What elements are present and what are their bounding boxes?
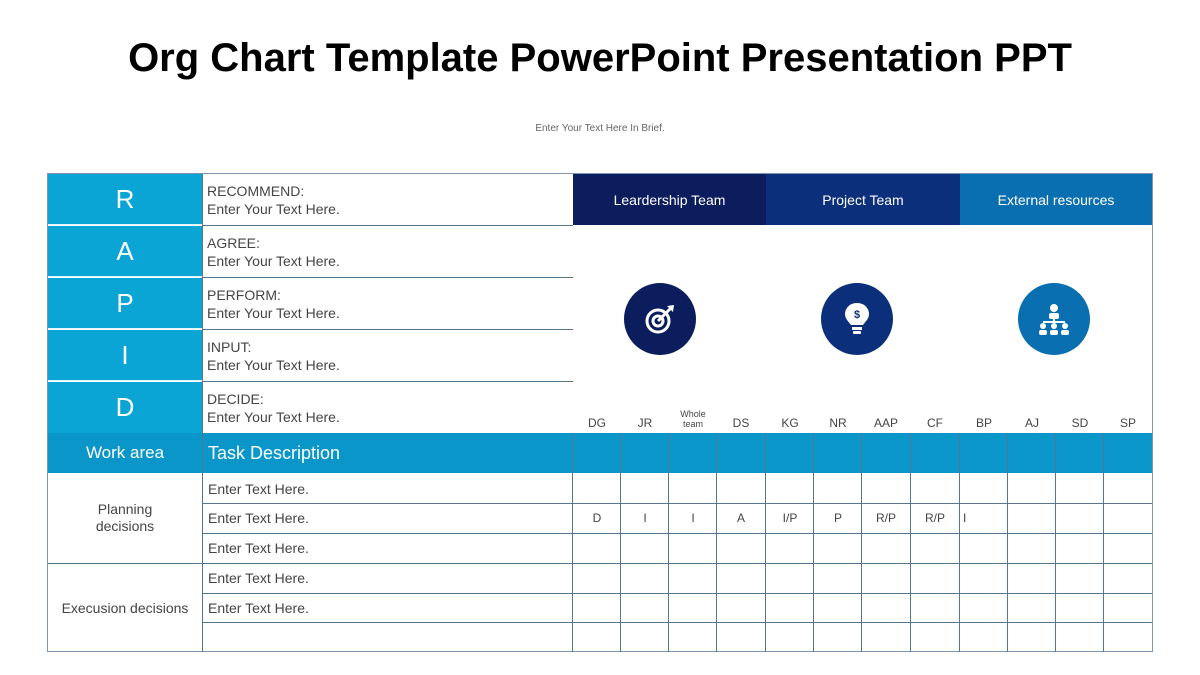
org-hierarchy-icon <box>1018 283 1090 355</box>
rapid-letter-r: R <box>48 174 202 225</box>
assignment-cell[interactable]: R/P <box>924 511 945 525</box>
rapid-row-decide <box>202 382 573 433</box>
assignment-cell[interactable] <box>1056 503 1104 533</box>
grid-line <box>620 433 621 652</box>
column-code: AAP <box>873 416 898 430</box>
grid-line <box>813 433 814 652</box>
rapid-text[interactable]: Enter Your Text Here. <box>207 253 340 269</box>
grid-line <box>202 503 1152 504</box>
column-code: NR <box>829 416 847 430</box>
rapid-text[interactable]: Enter Your Text Here. <box>207 409 340 425</box>
grid-line <box>716 433 717 652</box>
grid-line <box>202 622 1152 623</box>
rapid-label: RECOMMEND: <box>207 183 305 199</box>
grid-line <box>861 433 862 652</box>
assignment-cell[interactable]: I <box>643 511 647 525</box>
rapid-label: PERFORM: <box>207 287 281 303</box>
assignment-cell[interactable] <box>1104 503 1152 533</box>
rapid-text[interactable]: Enter Your Text Here. <box>207 305 340 321</box>
rapid-row-input <box>202 330 573 382</box>
rapid-text[interactable]: Enter Your Text Here. <box>207 357 340 373</box>
assignment-cell[interactable]: P <box>833 511 842 525</box>
grid-line <box>668 433 669 652</box>
column-code: DG <box>588 416 606 430</box>
assignment-cell[interactable]: I <box>963 511 967 525</box>
task-cell[interactable]: Enter Text Here. <box>208 600 309 616</box>
column-code: SD <box>1071 416 1089 430</box>
assignment-cell[interactable]: I/P <box>782 511 798 525</box>
work-area-planning: Planning decisions <box>95 501 155 534</box>
column-code: AJ <box>1024 416 1039 430</box>
column-code: JR <box>637 416 653 430</box>
rapid-row-recommend <box>202 174 573 226</box>
column-code: BP <box>975 416 992 430</box>
work-area-header: Work area <box>48 433 202 473</box>
assignment-cell[interactable]: R/P <box>875 511 896 525</box>
rapid-letter-p: P <box>48 278 202 329</box>
rapid-row-agree <box>202 226 573 278</box>
grid-line <box>959 433 960 652</box>
assignment-cell[interactable] <box>1008 503 1056 533</box>
rapid-label: INPUT: <box>207 339 252 355</box>
column-code: Whole team <box>680 409 706 429</box>
rapid-letter-d: D <box>48 382 202 433</box>
task-description-header: Task Description <box>202 433 1152 473</box>
lightbulb-icon <box>821 283 893 355</box>
assignment-cell[interactable]: A <box>736 511 745 525</box>
assignment-cell[interactable]: I <box>691 511 695 525</box>
grid-line <box>1103 433 1104 652</box>
target-icon <box>624 283 696 355</box>
column-code: CF <box>927 416 943 430</box>
work-area-execution: Execusion decisions <box>61 600 189 616</box>
rapid-label: AGREE: <box>207 235 260 251</box>
task-cell[interactable]: Enter Text Here. <box>208 481 309 497</box>
task-cell[interactable]: Enter Text Here. <box>208 570 309 586</box>
grid-line <box>202 533 1152 534</box>
team-header-project: Project Team <box>766 174 960 225</box>
grid-line <box>1055 433 1056 652</box>
team-header-leadership: Leardership Team <box>573 174 766 225</box>
svg-text:$: $ <box>853 309 861 321</box>
grid-line <box>910 433 911 652</box>
team-header-external: External resources <box>960 174 1152 225</box>
page-title: Org Chart Template PowerPoint Presentation PPT <box>128 36 1072 80</box>
task-cell[interactable]: Enter Text Here. <box>208 540 309 556</box>
assignment-cell[interactable]: D <box>592 511 602 525</box>
grid-line <box>202 593 1152 594</box>
grid-line <box>1007 433 1008 652</box>
column-code: SP <box>1119 416 1136 430</box>
rapid-letter-i: I <box>48 330 202 381</box>
page-subtitle: Enter Your Text Here In Brief. <box>535 123 665 134</box>
rapid-letter-a: A <box>48 226 202 277</box>
column-code: DS <box>732 416 750 430</box>
grid-line <box>572 433 573 652</box>
rapid-row-perform <box>202 278 573 330</box>
grid-line <box>202 433 203 652</box>
rapid-label: DECIDE: <box>207 391 264 407</box>
grid-line <box>48 563 1152 564</box>
grid-line <box>765 433 766 652</box>
task-cell[interactable]: Enter Text Here. <box>208 510 309 526</box>
column-code: KG <box>781 416 799 430</box>
grid-line <box>202 174 203 433</box>
rapid-text[interactable]: Enter Your Text Here. <box>207 201 340 217</box>
